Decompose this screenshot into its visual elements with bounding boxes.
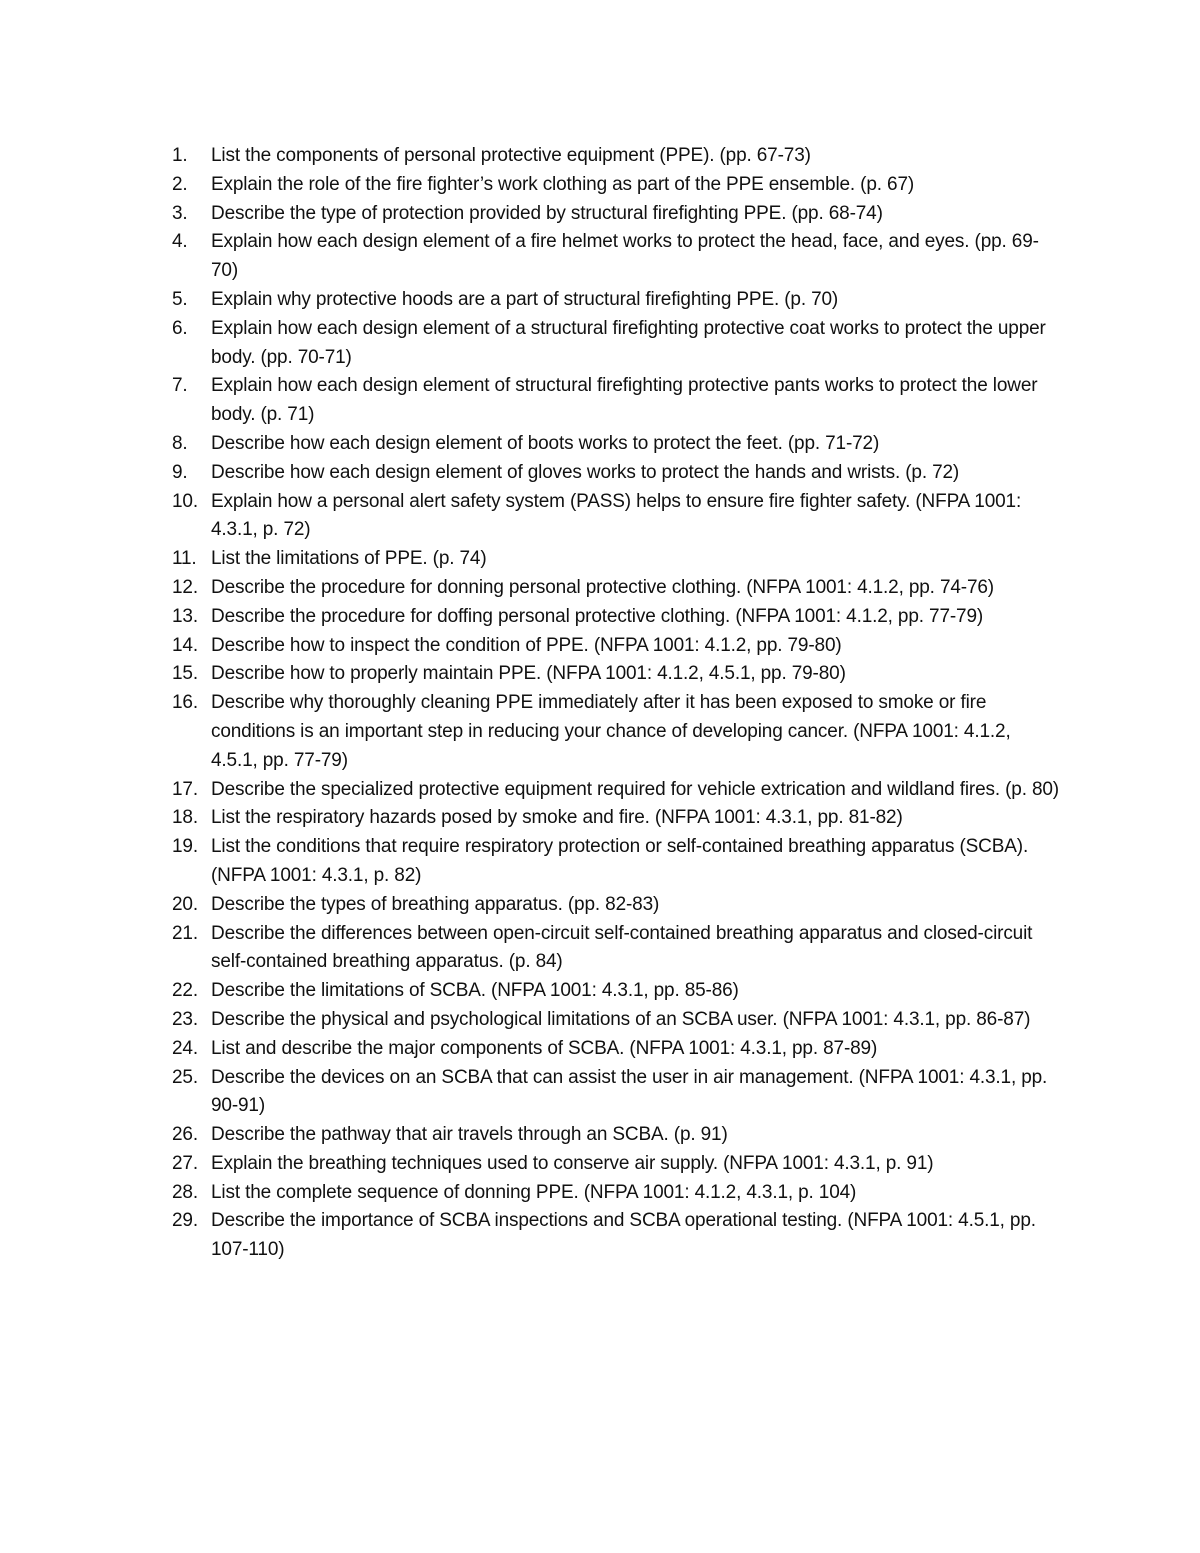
objective-number: 4. [172, 231, 188, 253]
objective-item [172, 488, 1062, 546]
objective-text: Describe the physical and psychological limitations of an SCBA user. (NFPA 1001: 4.3.1, pp. 86-87) [211, 1008, 1031, 1030]
objective-item [172, 977, 1062, 1006]
objective-item [172, 660, 1062, 689]
objective-item [172, 1035, 1062, 1064]
objective-number: 23. [172, 1008, 198, 1030]
objective-item [172, 603, 1062, 632]
objective-text: Explain the role of the fire fighter’s work clothing as part of the PPE ensemble. (p. 67) [211, 173, 915, 195]
objective-text: List the conditions that require respiratory protection or self-contained breathing apparatus (SCBA). (NFPA 1001: 4.3.1, p. 82) [211, 836, 1029, 886]
objective-text: Explain how each design element of a fire helmet works to protect the head, face, and eyes. (pp. 69-70) [211, 231, 1039, 282]
objective-text: Describe the differences between open-circuit self-contained breathing apparatus and closed-circuit self-contained breathing apparatus. (p. 84) [211, 922, 1033, 973]
objective-item [172, 1179, 1062, 1208]
objective-number: 11. [172, 548, 197, 570]
objective-text: Describe how to properly maintain PPE. (NFPA 1001: 4.1.2, 4.5.1, pp. 79-80) [211, 663, 846, 685]
objective-text: Explain how each design element of a structural firefighting protective coat works to protect the upper body. (pp. 70-71) [211, 317, 1046, 368]
objective-number: 29. [172, 1210, 198, 1232]
objective-number: 9. [172, 461, 188, 483]
objective-text: Describe the importance of SCBA inspections and SCBA operational testing. (NFPA 1001: 4.5.1, pp. 107-110) [211, 1210, 1036, 1261]
objective-number: 14. [172, 634, 198, 656]
objective-number: 20. [172, 893, 198, 915]
objective-number: 21. [172, 922, 198, 944]
objective-number: 26. [172, 1124, 198, 1146]
objective-item [172, 689, 1062, 775]
objective-item [172, 286, 1062, 315]
objective-number: 8. [172, 432, 188, 454]
objective-text: Describe the procedure for doffing personal protective clothing. (NFPA 1001: 4.1.2, pp. 77-79) [211, 605, 984, 627]
objective-item [172, 1207, 1062, 1265]
objective-text: Describe the type of protection provided by structural firefighting PPE. (pp. 68-74) [211, 202, 883, 224]
objective-text: Describe the specialized protective equipment required for vehicle extrication and wildland fires. (p. 80) [211, 778, 1059, 800]
objective-number: 19. [172, 836, 198, 858]
objective-text: Explain how a personal alert safety system (PASS) helps to ensure fire fighter safety. (NFPA 1001: 4.3.1, p. 72) [211, 490, 1022, 541]
objective-number: 3. [172, 202, 188, 224]
objective-text: List the limitations of PPE. (p. 74) [211, 548, 487, 570]
objective-item [172, 574, 1062, 603]
objective-item [172, 315, 1062, 373]
objective-text: List the respiratory hazards posed by smoke and fire. (NFPA 1001: 4.3.1, pp. 81-82) [211, 807, 903, 829]
objective-number: 24. [172, 1037, 198, 1059]
objective-item [172, 200, 1062, 229]
objective-number: 5. [172, 288, 188, 310]
objective-text: Describe the pathway that air travels through an SCBA. (p. 91) [211, 1124, 728, 1146]
objective-number: 18. [172, 807, 198, 829]
objective-item [172, 833, 1062, 891]
objective-number: 17. [172, 778, 198, 800]
objective-item [172, 228, 1062, 286]
objective-item [172, 632, 1062, 661]
objective-number: 1. [172, 145, 188, 166]
objective-number: 27. [172, 1152, 198, 1174]
objective-number: 15. [172, 663, 198, 685]
objective-item [172, 891, 1062, 920]
objective-text: Describe why thoroughly cleaning PPE immediately after it has been exposed to smoke or fire conditions is an important step in reducing your chance of developing cancer. (NFPA 1001: 4.1.2, 4.5.1, pp. 77-79) [211, 692, 1011, 771]
objective-text: Describe the devices on an SCBA that can assist the user in air management. (NFPA 1001: 4.3.1, pp. 90-91) [211, 1066, 1048, 1117]
objective-text: Explain how each design element of structural firefighting protective pants works to protect the lower body. (p. 71) [211, 375, 1038, 426]
objective-text: Describe how each design element of gloves works to protect the hands and wrists. (p. 72) [211, 461, 960, 483]
objective-item [172, 142, 1062, 171]
objective-item [172, 545, 1062, 574]
objective-number: 10. [172, 490, 198, 512]
objective-item [172, 1064, 1062, 1122]
objective-number: 16. [172, 692, 198, 714]
objective-text: Describe how each design element of boots works to protect the feet. (pp. 71-72) [211, 432, 880, 454]
objective-item [172, 920, 1062, 978]
objective-number: 25. [172, 1066, 198, 1088]
objective-text: List the complete sequence of donning PPE. (NFPA 1001: 4.1.2, 4.3.1, p. 104) [211, 1181, 857, 1203]
objective-text: Explain the breathing techniques used to conserve air supply. (NFPA 1001: 4.3.1, p. 91) [211, 1152, 934, 1174]
objective-number: 13. [172, 605, 198, 627]
objective-text: Describe the limitations of SCBA. (NFPA 1001: 4.3.1, pp. 85-86) [211, 980, 739, 1002]
objective-item [172, 804, 1062, 833]
objective-number: 2. [172, 173, 188, 195]
objective-item [172, 430, 1062, 459]
objective-number: 28. [172, 1181, 198, 1203]
objective-item [172, 1150, 1062, 1179]
objective-item [172, 1006, 1062, 1035]
objective-item [172, 459, 1062, 488]
objective-item [172, 171, 1062, 200]
objective-number: 7. [172, 375, 188, 397]
objectives-list [172, 142, 1062, 1265]
objective-item [172, 372, 1062, 430]
objective-text: Describe how to inspect the condition of PPE. (NFPA 1001: 4.1.2, pp. 79-80) [211, 634, 842, 656]
objective-text: Describe the procedure for donning personal protective clothing. (NFPA 1001: 4.1.2, pp. 74-76) [211, 576, 994, 598]
objective-number: 6. [172, 317, 188, 339]
objective-text: Describe the types of breathing apparatus. (pp. 82-83) [211, 893, 660, 915]
objective-text: List and describe the major components of SCBA. (NFPA 1001: 4.3.1, pp. 87-89) [211, 1037, 878, 1059]
objective-number: 22. [172, 980, 198, 1002]
objective-text: Explain why protective hoods are a part of structural firefighting PPE. (p. 70) [211, 288, 839, 310]
objective-text: List the components of personal protective equipment (PPE). (pp. 67-73) [211, 145, 811, 166]
objective-item [172, 776, 1062, 805]
objective-number: 12. [172, 576, 198, 598]
objective-item [172, 1121, 1062, 1150]
